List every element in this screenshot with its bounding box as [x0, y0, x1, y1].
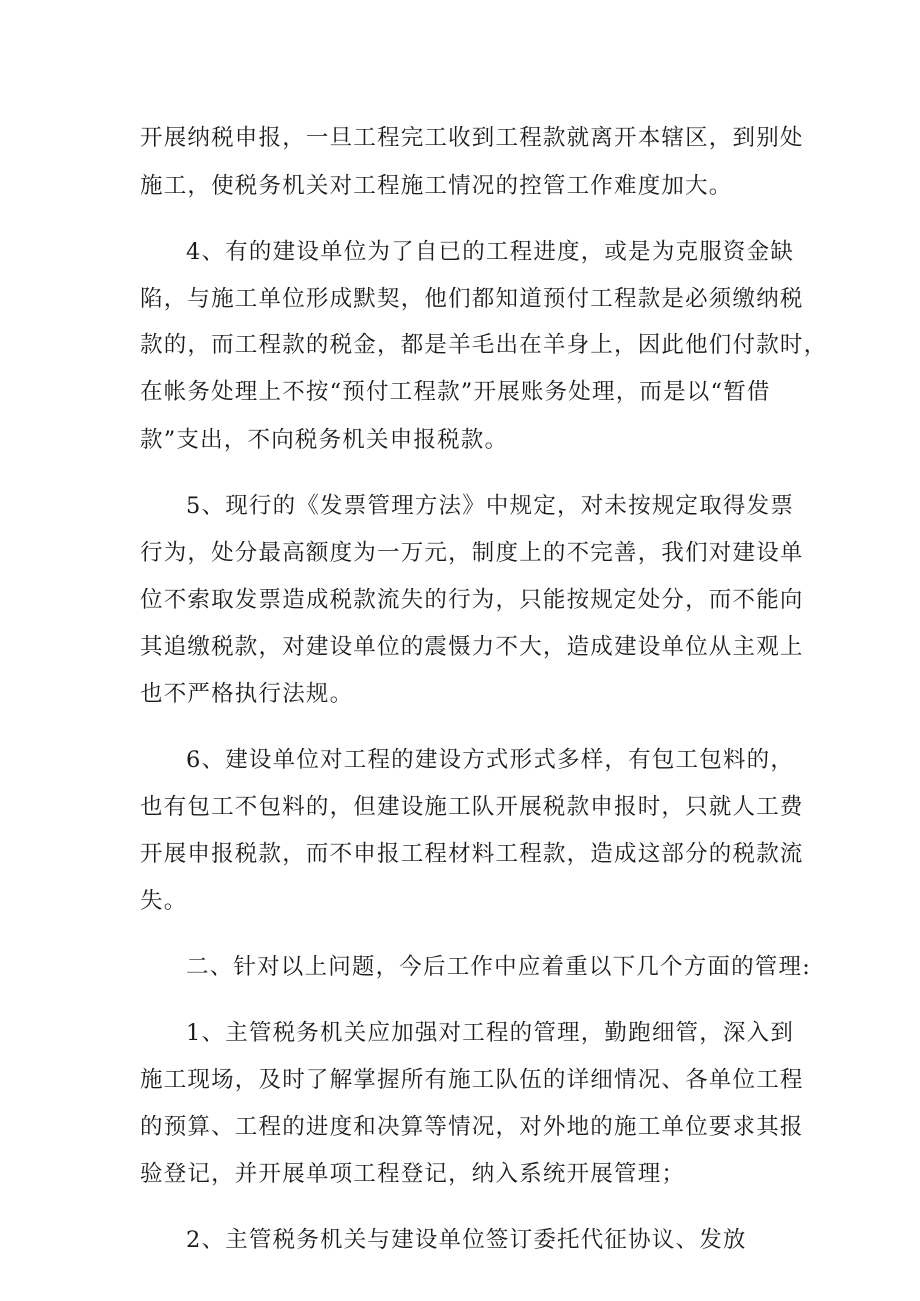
text-line: 施工，使税务机关对工程施工情况的控管工作难度加大。 [140, 173, 733, 199]
text-line: 款”支出，不向税务机关申报税款。 [140, 427, 509, 453]
text-line: 1、主管税务机关应加强对工程的管理，勤跑细管，深入到 [186, 1020, 795, 1046]
text-line: 5、现行的《发票管理方法》中规定，对未按规定取得发票 [186, 493, 795, 519]
text-line: 验登记，并开展单项工程登记，纳入系统开展管理； [140, 1161, 686, 1187]
text-line: 款的，而工程款的税金，都是羊毛出在羊身上，因此他们付款时， [140, 332, 828, 358]
text-line: 也有包工不包料的，但建设施工队开展税款申报时，只就人工费 [140, 794, 804, 820]
text-line: 位不索取发票造成税款流失的行为，只能按规定处分，而不能向 [140, 587, 804, 613]
text-line: 开展纳税申报，一旦工程完工收到工程款就离开本辖区，到别处 [140, 125, 804, 151]
text-line: 也不严格执行法规。 [140, 681, 354, 707]
text-line: 行为，处分最高额度为一万元，制度上的不完善，我们对建设单 [140, 540, 804, 566]
text-line: 4、有的建设单位为了自已的工程进度，或是为克服资金缺 [186, 239, 795, 265]
text-line: 开展申报税款，而不申报工程材料工程款，造成这部分的税款流 [140, 841, 804, 867]
text-line: 2、主管税务机关与建设单位签订委托代征协议、发放 [186, 1227, 747, 1253]
text-line: 在帐务处理上不按“预付工程款”开展账务处理，而是以“暂借 [140, 379, 771, 405]
text-line: 施工现场，及时了解掌握所有施工队伍的详细情况、各单位工程 [140, 1067, 804, 1093]
text-line: 其追缴税款，对建设单位的震慑力不大，造成建设单位从主观上 [140, 634, 804, 660]
text-line: 陷，与施工单位形成默契，他们都知道预付工程款是必须缴纳税 [140, 286, 804, 312]
text-line: 的预算、工程的进度和决算等情况，对外地的施工单位要求其报 [140, 1114, 804, 1140]
text-line: 失。 [140, 888, 188, 914]
section-heading: 二、针对以上问题，今后工作中应着重以下几个方面的管理: [186, 954, 811, 980]
text-line: 6、建设单位对工程的建设方式形式多样，有包工包料的， [186, 747, 795, 773]
